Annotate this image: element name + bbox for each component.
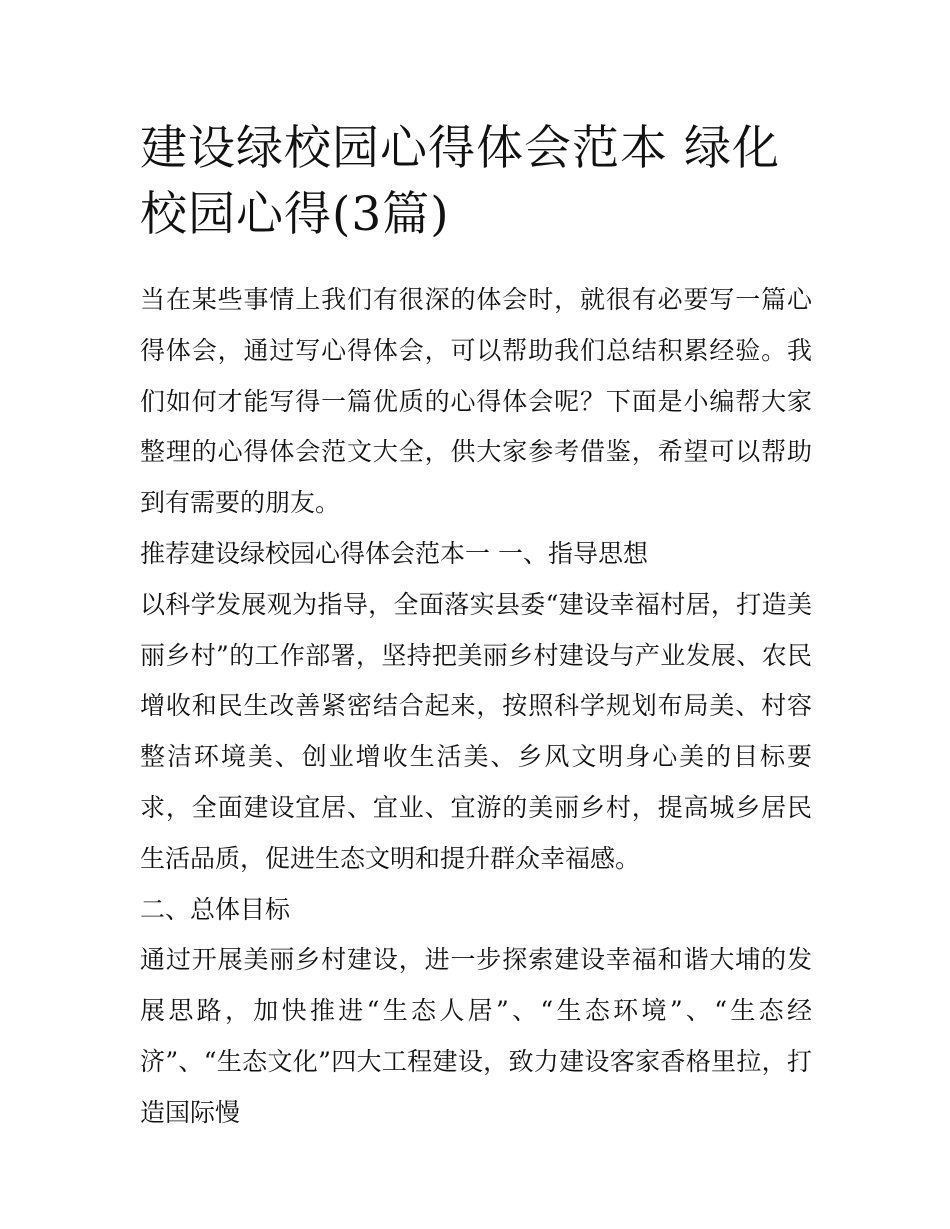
- section-heading: 推荐建设绿校园心得体会范本一 一、指导思想: [140, 538, 648, 568]
- body-paragraph: 通过开展美丽乡村建设，进一步探索建设幸福和谐大埔的发展思路，加快推进“生态人居”、“生态环境”、“生态经济”、“生态文化”四大工程建设，致力建设客家香格里拉，打造国际慢: [140, 945, 812, 1127]
- section-heading: 二、总体目标: [140, 894, 291, 924]
- intro-paragraph: 当在某些事情上我们有很深的体会时，就很有必要写一篇心得体会，通过写心得体会，可以帮助我们总结积累经验。我们如何才能写得一篇优质的心得体会呢？下面是小编帮大家整理的心得体会范文大全，供大家参考借鉴，希望可以帮助到有需要的朋友。: [140, 285, 812, 518]
- document-title: 建设绿校园心得体会范本 绿化校园心得(3篇): [140, 121, 780, 242]
- body-paragraph: 以科学发展观为指导，全面落实县委“建设幸福村居，打造美丽乡村”的工作部署，坚持把美丽乡村建设与产业发展、农民增收和民生改善紧密结合起来，按照科学规划布局美、村容整洁环境美、创业增收生活美、乡风文明身心美的目标要求，全面建设宜居、宜业、宜游的美丽乡村，提高城乡居民生活品质，促进生态文明和提升群众幸福感。: [140, 589, 812, 873]
- document-body: [140, 275, 812, 1139]
